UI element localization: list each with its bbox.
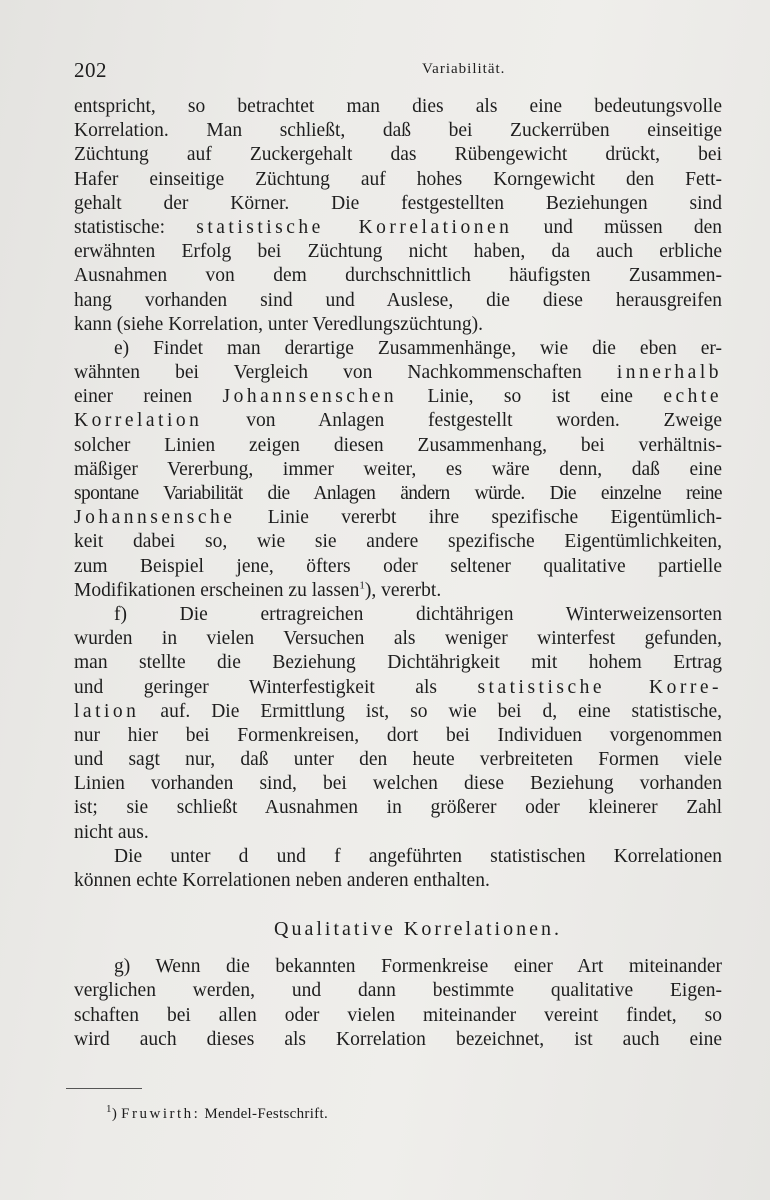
text-line: verglichen werden, und dann bestimmte qualitative Eigen- (74, 980, 722, 1002)
text-line: Die unter d und f angeführten statistischen Korrelationen (114, 845, 722, 867)
text-line: Hafer einseitige Züchtung auf hohes Korngewicht den Fett- (74, 168, 722, 190)
spaced-emphasis: statistische Korrelationen (196, 216, 513, 238)
text-line: man stellte die Beziehung Dichtährigkeit mit hohem Ertrag (74, 652, 722, 674)
paragraph-g (74, 955, 722, 1052)
footnote-author: Fruwirth: (121, 1106, 201, 1122)
text-span: Linie, so ist eine (427, 386, 633, 408)
page-header (74, 58, 722, 84)
text-span: Linie vererbt ihre spezifische Eigentümlich- (267, 507, 723, 529)
text-span: ), vererbt. (364, 579, 442, 601)
text-line: hang vorhanden sind und Auslese, die diese herausgreifen (74, 289, 722, 311)
text-line: solcher Linien zeigen diesen Zusammenhang, bei verhältnis- (74, 434, 722, 456)
text-line: erwähnten Erfolg bei Züchtung nicht haben, da auch erbliche (74, 241, 722, 263)
section-heading: Qualitative Korrelationen. (274, 918, 562, 941)
text-line (74, 409, 722, 433)
footnote-reference: 1 (359, 579, 365, 592)
text-span: wähnten bei Vergleich von Nachkommenschaften (74, 362, 582, 384)
text-line: Korrelation. Man schließt, daß bei Zuckerrüben einseitige (74, 120, 722, 142)
spaced-emphasis: innerhalb (616, 362, 722, 384)
text-span: einer reinen (74, 386, 193, 408)
page-number: 202 (74, 58, 107, 82)
text-line: schaften bei allen oder vielen miteinander vereint findet, so (74, 1004, 722, 1026)
text-line: e) Findet man derartige Zusammenhänge, wie die eben er- (114, 337, 722, 359)
text-line (74, 579, 722, 603)
text-span: auf. Die Ermittlung ist, so wie bei d, eine statistische, (160, 700, 722, 722)
spaced-emphasis: lation (74, 700, 140, 722)
footnote-marker: 1 (106, 1103, 112, 1115)
spaced-emphasis: Korrelation (74, 410, 203, 432)
footnote-title: Mendel-Festschrift. (204, 1106, 328, 1122)
text-span: und müssen den (543, 216, 723, 238)
text-line: können echte Korrelationen neben anderen enthalten. (74, 870, 490, 891)
text-line: f) Die ertragreichen dichtährigen Winterweizensorten (114, 603, 722, 625)
text-line: gehalt der Körner. Die festgestellten Beziehungen sind (74, 192, 722, 214)
text-line (74, 676, 722, 700)
text-line: zum Beispiel jene, öfters oder seltener qualitative partielle (74, 555, 722, 577)
text-line: g) Wenn die bekannten Formenkreise einer Art miteinander (114, 956, 722, 978)
paragraph-continuation (74, 95, 722, 337)
text-line (74, 506, 722, 530)
text-line: kann (siehe Korrelation, unter Veredlungszüchtung). (74, 313, 484, 335)
spaced-emphasis: Johannsenschen (222, 386, 398, 408)
text-line: entspricht, so betrachtet man dies als eine bedeutungsvolle (74, 96, 722, 117)
spaced-emphasis: statistische Korre- (477, 676, 722, 698)
text-line: Linien vorhanden sind, bei welchen diese Beziehung vorhanden (74, 773, 722, 795)
text-span: statistische: (74, 216, 165, 238)
body-text (74, 95, 722, 1052)
running-title: Variabilität. (422, 61, 506, 77)
text-line: spontane Variabilität die Anlagen ändern würde. Die einzelne reine (74, 483, 722, 504)
footnote-divider (66, 1088, 142, 1089)
paragraph-summary (74, 845, 722, 893)
text-line: nicht aus. (74, 821, 149, 843)
text-line: und sagt nur, daß unter den heute verbreiteten Formen viele (74, 749, 722, 771)
text-line: wurden in vielen Versuchen als weniger winterfest gefunden, (74, 628, 722, 650)
text-span: Modifikationen erscheinen zu lassen (74, 579, 360, 601)
paragraph-f (74, 603, 722, 845)
text-line: wird auch dieses als Korrelation bezeichnet, ist auch eine (74, 1028, 722, 1050)
text-line: nur hier bei Formenkreisen, dort bei Individuen vorgenommen (74, 724, 722, 746)
text-line (74, 385, 722, 409)
text-line: ist; sie schließt Ausnahmen in größerer oder kleinerer Zahl (74, 797, 722, 819)
footnote (106, 1103, 328, 1123)
text-line (74, 216, 722, 240)
text-span: und geringer Winterfestigkeit als (74, 676, 437, 698)
spaced-emphasis: echte (663, 386, 722, 408)
text-line (74, 700, 722, 724)
text-span: von Anlagen festgestellt worden. Zweige (246, 410, 722, 432)
text-line: keit dabei so, wie sie andere spezifische Eigentümlichkeiten, (74, 531, 722, 553)
text-line: mäßiger Vererbung, immer weiter, es wäre denn, daß eine (74, 458, 722, 480)
paragraph-e (74, 337, 722, 603)
spaced-emphasis: Johannsensche (74, 507, 236, 529)
text-line: Züchtung auf Zuckergehalt das Rübengewicht drückt, bei (74, 144, 722, 166)
footnote-paren: ) (111, 1106, 118, 1122)
text-line (74, 361, 722, 385)
text-line: Ausnahmen von dem durchschnittlich häufigsten Zusammen- (74, 265, 722, 287)
